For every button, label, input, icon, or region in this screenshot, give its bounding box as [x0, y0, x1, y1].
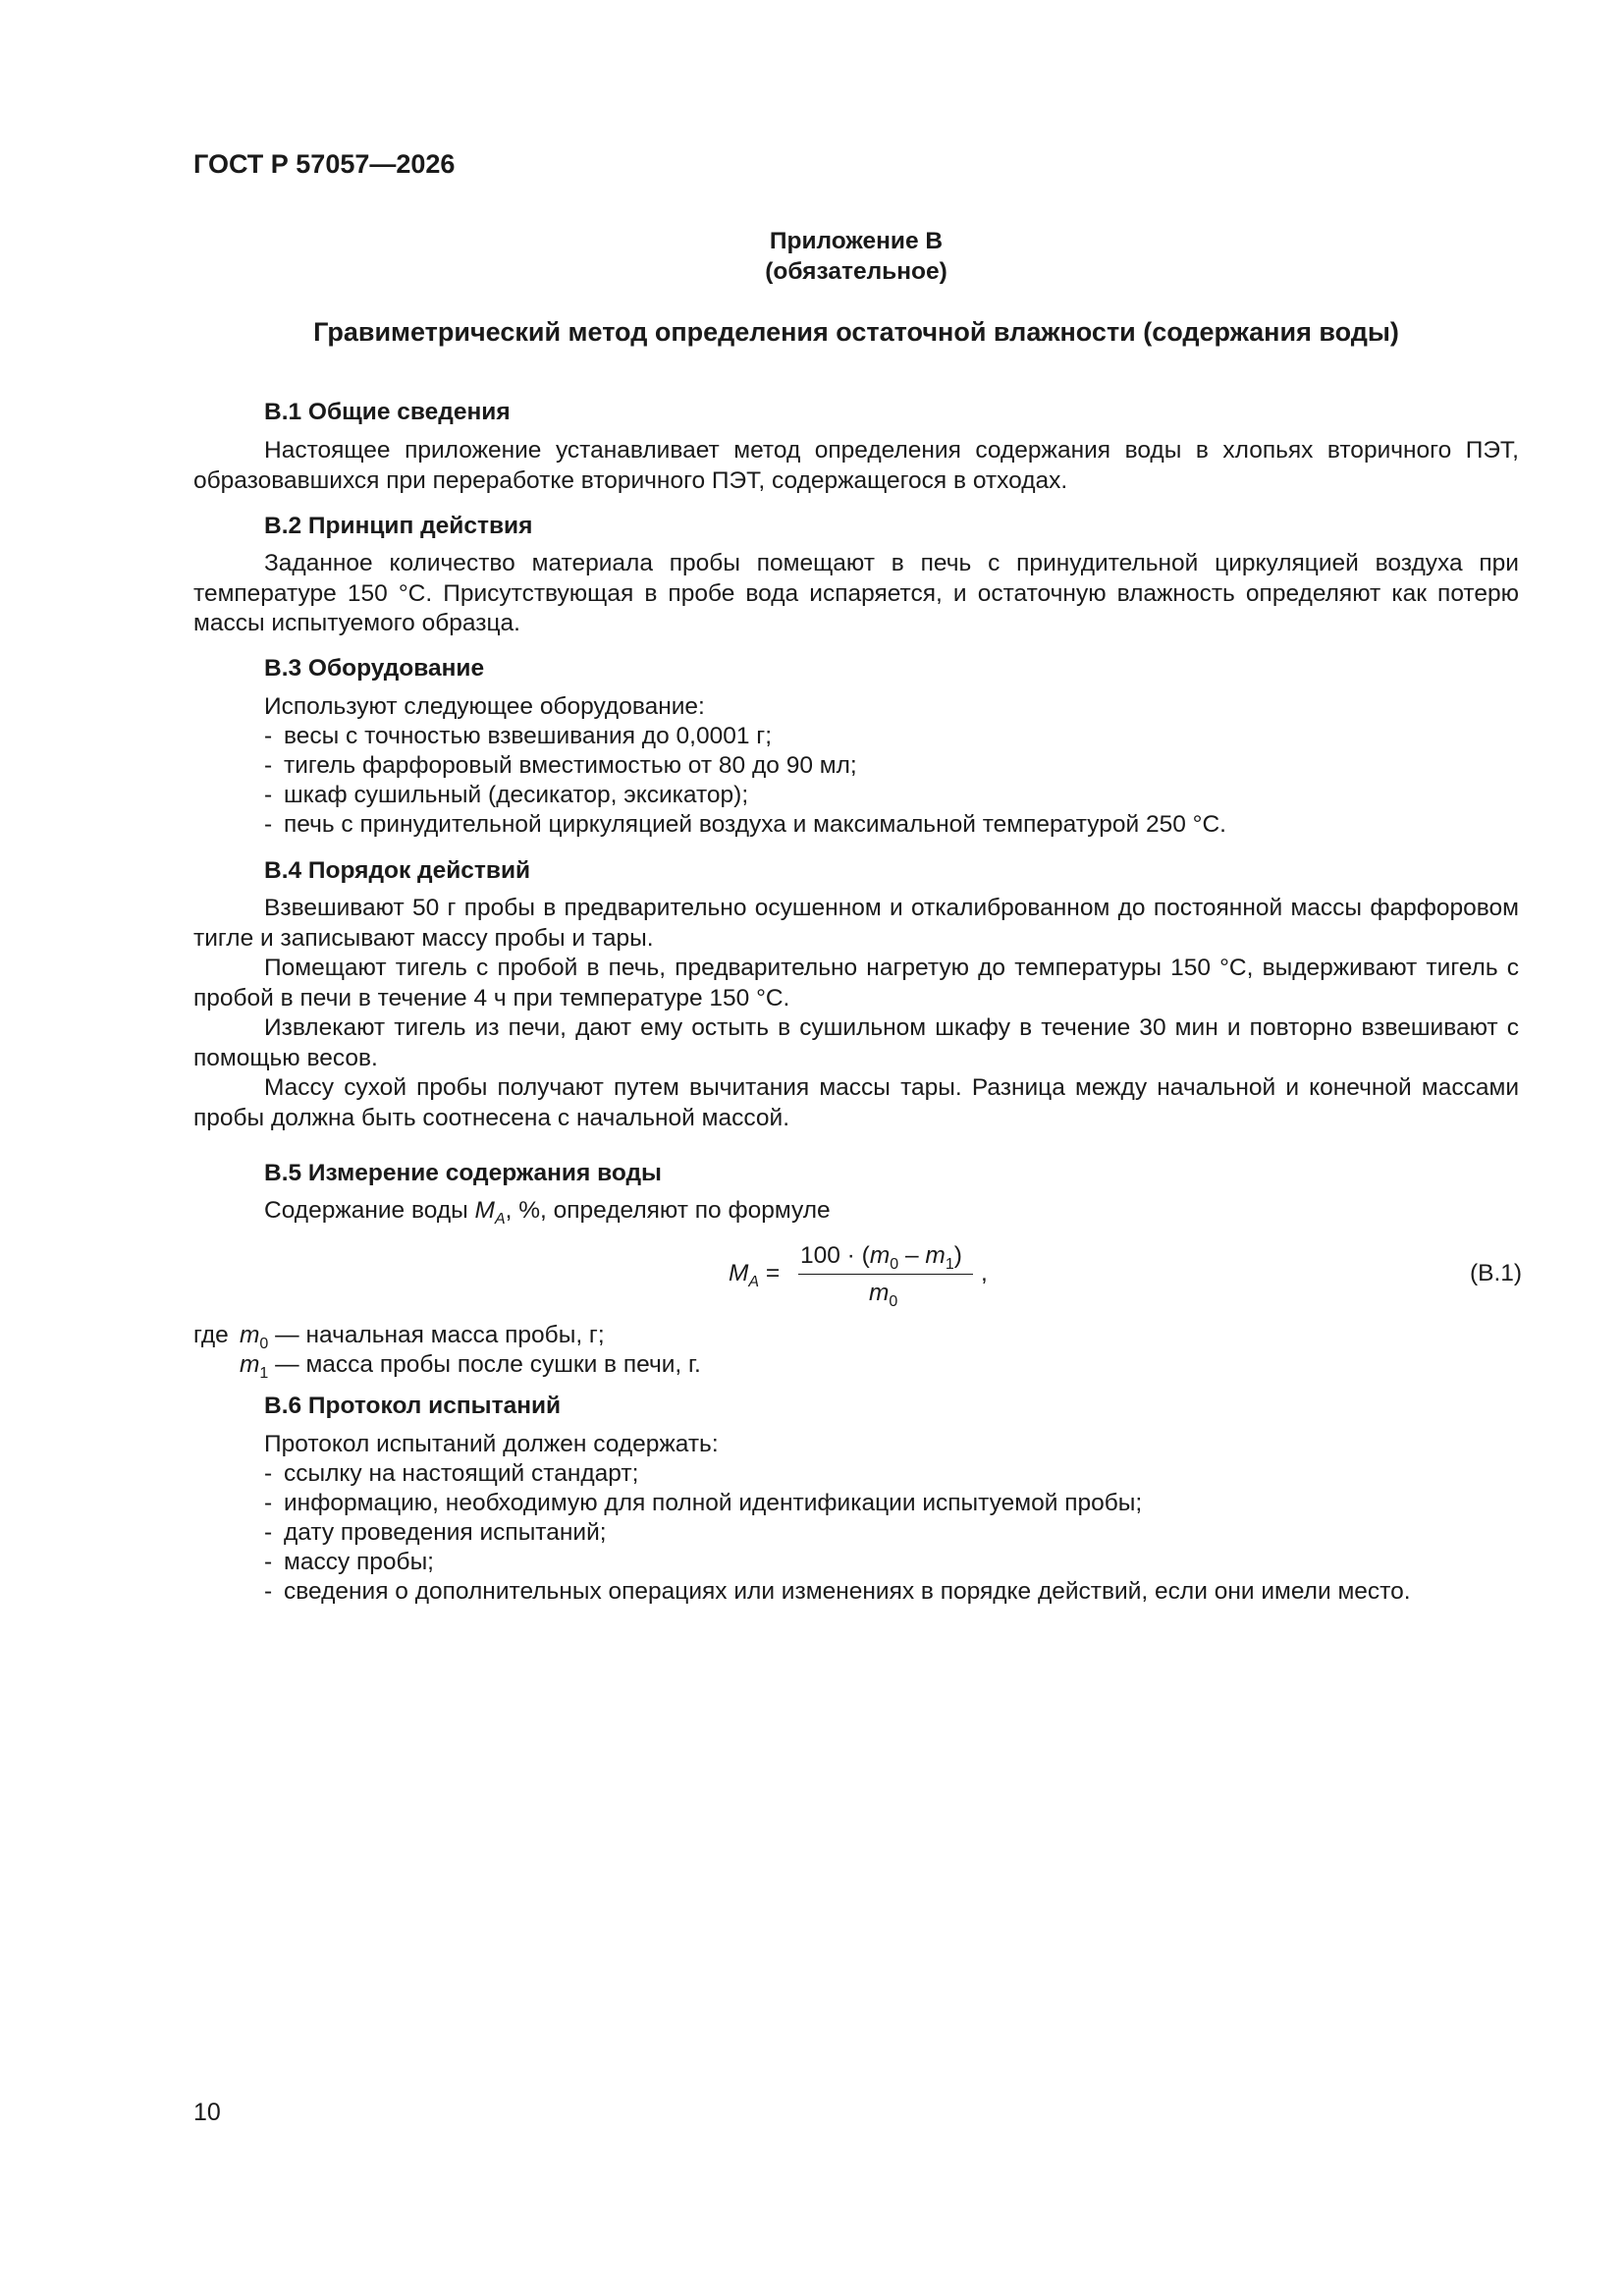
variable-m: M: [474, 1197, 495, 1224]
where-label: где: [193, 1322, 229, 1348]
protocol-item: - сведения о дополнительных операциях или изменениях в порядке действий, если они имели место.: [264, 1577, 1411, 1608]
legend-row-m1: $m_1$ — масса пробы после сушки в печи, г.: [240, 1351, 701, 1382]
page-header-standard: ГОСТ Р 57057—2026: [193, 149, 456, 179]
section-title-b5: В.5 Измерение содержания воды: [264, 1160, 662, 1186]
formula-numerator: $100 \cdot (m_0 - m_1)$: [800, 1242, 962, 1273]
list-marker: -: [264, 723, 273, 749]
section-title-b1: В.1 Общие сведения: [264, 399, 511, 425]
formula-denominator: $m_0$: [869, 1280, 898, 1310]
annex-title: Приложение В: [769, 228, 944, 254]
equipment-item: - печь с принудительной циркуляцией воздуха и максимальной температурой 250 °С.: [264, 810, 1226, 841]
section-title-b3: В.3 Оборудование: [264, 655, 485, 682]
equipment-item: - тигель фарфоровый вместимостью от 80 до 90 мл;: [264, 751, 857, 782]
protocol-item: - дату проведения испытаний;: [264, 1518, 607, 1549]
section-b4-paragraph: Массу сухой пробы получают путем вычитания массы тары. Разница между начальной и конечной массами пробы должна быть соотнесена с начальной массой.: [193, 1074, 1519, 1131]
list-marker: -: [264, 1578, 273, 1605]
section-b1-text: Настоящее приложение устанавливает метод определения содержания воды в хлопьях вторичного ПЭТ, образовавшихся при переработке вторичного ПЭТ, содержащегося в отходах.: [193, 437, 1519, 494]
protocol-item: - массу пробы;: [264, 1548, 434, 1578]
section-title-b2: В.2 Принцип действия: [264, 513, 533, 539]
section-b3-intro: Используют следующее оборудование:: [264, 693, 705, 720]
list-marker: -: [264, 1460, 273, 1487]
page-number: 10: [193, 2099, 221, 2126]
list-marker: -: [264, 1519, 273, 1546]
formula-number: (В.1): [1470, 1260, 1523, 1286]
section-b4-paragraph: Взвешивают 50 г пробы в предварительно осушенном и откалиброванном до постоянной массы фарфоровом тигле и записывают массу пробы и тары.: [193, 895, 1519, 952]
list-marker: -: [264, 752, 273, 779]
list-marker: -: [264, 811, 273, 838]
equipment-item: - весы с точностью взвешивания до 0,0001 г;: [264, 722, 772, 752]
document-title: Гравиметрический метод определения остаточной влажности (содержания воды): [313, 317, 1399, 347]
annex-status: (обязательное): [765, 258, 947, 285]
section-b2-text: Заданное количество материала пробы помещают в печь с принудительной циркуляцией воздуха при температуре 150 °С. Присутствующая в пробе вода испаряется, и остаточную влажность определяют как потерю массы испытуемого образца.: [193, 550, 1519, 636]
section-b5-intro: Содержание воды $M_A$, %, определяют по формуле: [264, 1197, 831, 1228]
list-marker: -: [264, 1490, 273, 1516]
legend-row-m0: $m_0$ — начальная масса пробы, г;: [240, 1322, 605, 1352]
list-marker: -: [264, 782, 273, 808]
section-b6-intro: Протокол испытаний должен содержать:: [264, 1431, 719, 1457]
protocol-item: - информацию, необходимую для полной идентификации испытуемой пробы;: [264, 1489, 1142, 1519]
fraction-bar: [798, 1274, 973, 1275]
protocol-item: - ссылку на настоящий стандарт;: [264, 1459, 638, 1490]
formula-comma: ,: [981, 1260, 988, 1286]
section-b4-paragraph: Помещают тигель с пробой в печь, предварительно нагретую до температуры 150 °С, выдерживают тигель с пробой в печи в течение 4 ч при температуре 150 °С.: [193, 955, 1519, 1011]
equipment-item: - шкаф сушильный (десикатор, эксикатор);: [264, 781, 748, 811]
section-title-b6: В.6 Протокол испытаний: [264, 1393, 562, 1419]
list-marker: -: [264, 1549, 273, 1575]
section-b4-paragraph: Извлекают тигель из печи, дают ему остыть в сушильном шкафу в течение 30 мин и повторно взвешивают с помощью весов.: [193, 1014, 1519, 1071]
section-title-b4: В.4 Порядок действий: [264, 857, 531, 884]
formula-lhs: $M_A$ =: [729, 1260, 781, 1290]
